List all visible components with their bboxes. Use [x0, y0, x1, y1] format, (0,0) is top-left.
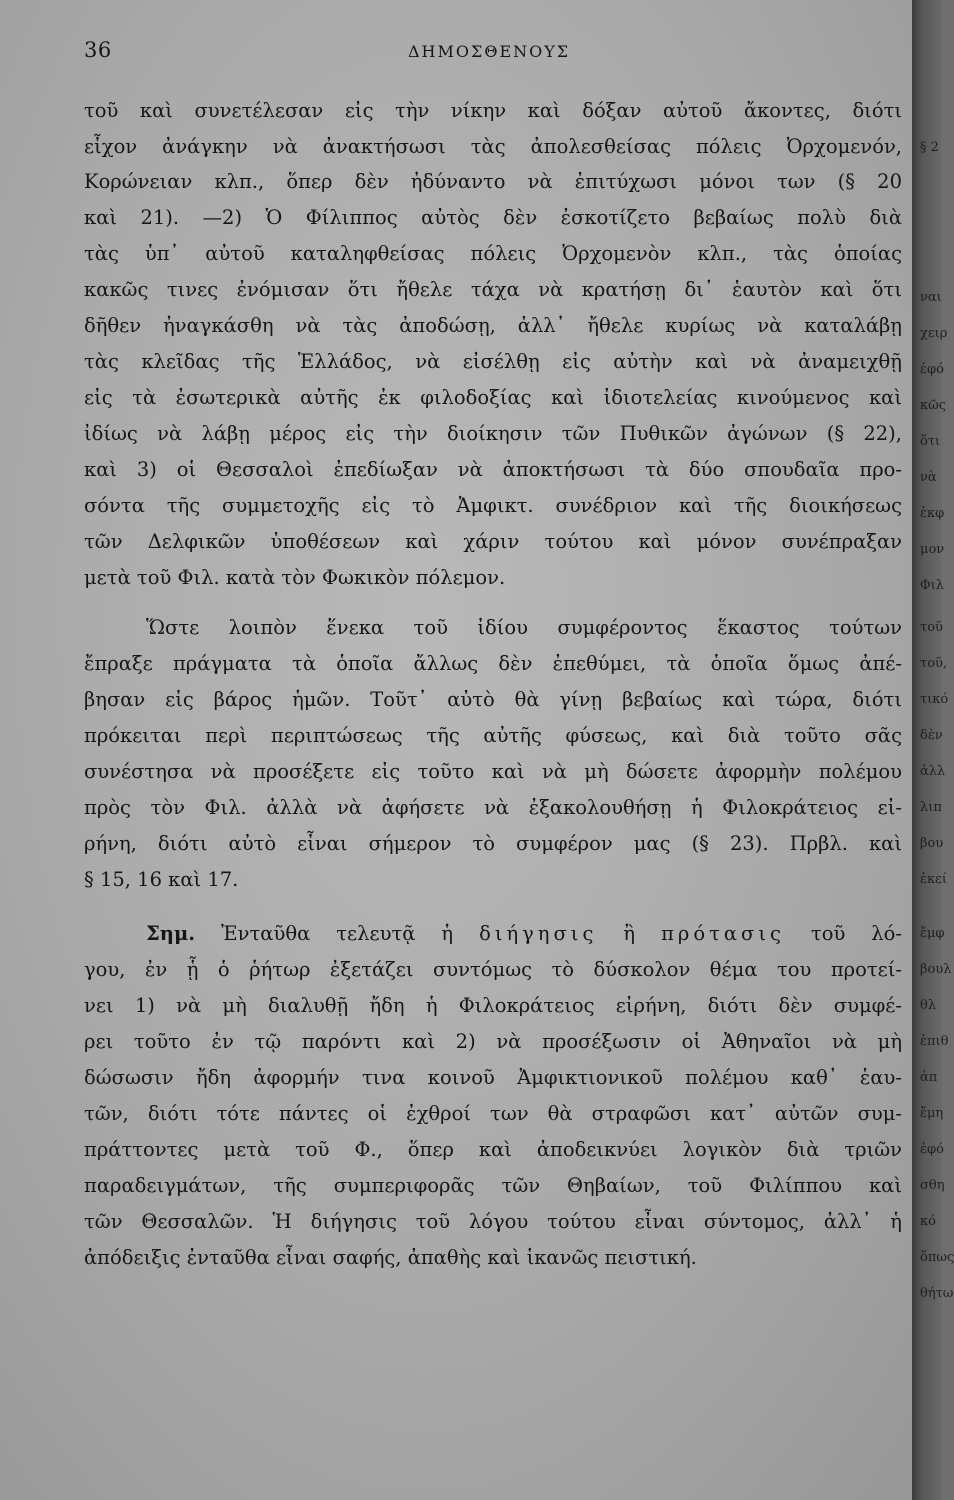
text-line: μετὰ τοῦ Φιλ. κατὰ τὸν Φωκικὸν πόλεμον. [84, 566, 506, 589]
facing-page-fragment: τοῦ, [920, 656, 948, 671]
text-line: τὰς κλεῖδας τῆς Ἑλλάδος, νὰ εἰσέλθῃ εἰς αὐτὴν καὶ νὰ ἀναμειχθῇ [84, 350, 902, 373]
facing-page-fragment: ἐκεί [920, 872, 947, 887]
page-binding-edge [912, 0, 945, 1500]
text-line: τοῦ καὶ συνετέλεσαν εἰς τὴν νίκην καὶ δόξαν αὐτοῦ ἄκοντες, διότι [84, 99, 902, 122]
text-line: δῆθεν ἠναγκάσθη νὰ τὰς ἀποδώσῃ, ἀλλ᾽ ἤθελε κυρίως νὰ καταλάβῃ [84, 314, 902, 337]
text-line: τῶν Δελφικῶν ὑποθέσεων καὶ χάριν τούτου καὶ μόνον συνέπραξαν [84, 530, 902, 553]
facing-page-fragment: θλ [920, 998, 937, 1013]
note-first-line [146, 919, 902, 949]
facing-page-fragment: λιπ [920, 800, 942, 815]
facing-page-fragment: ἔμη [920, 1106, 944, 1121]
facing-page-fragment: νὰ [920, 470, 937, 485]
note-term: πρότασις [661, 922, 785, 945]
facing-page-fragment: κῶς [920, 398, 947, 413]
facing-page-fragment: ἐκφ [920, 506, 945, 521]
note-line: νει 1) νὰ μὴ διαλυθῇ ἤδη ἡ Φιλοκράτειος εἰρήνη, διότι δὲν συμφέ- [84, 994, 902, 1017]
facing-page-fragment: ὅτι [920, 434, 941, 449]
note-label: Σημ. [146, 922, 196, 945]
text-line: πρὸς τὸν Φιλ. ἀλλὰ νὰ ἀφήσετε νὰ ἐξακολουθήσῃ ἡ Φιλοκράτειος εἰ- [84, 796, 902, 819]
note-line: ρει τοῦτο ἐν τῷ παρόντι καὶ 2) νὰ προσέξωσιν οἱ Ἀθηναῖοι νὰ μὴ [84, 1030, 902, 1053]
facing-page-fragment: τοῦ [920, 620, 943, 635]
note-line: τῶν Θεσσαλῶν. Ἡ διήγησις τοῦ λόγου τούτου εἶναι σύντομος, ἀλλ᾽ ἡ [84, 1210, 902, 1233]
note-text: Ἐνταῦθα τελευτᾷ ἡ [221, 922, 454, 945]
text-line: Ὥστε λοιπὸν ἕνεκα τοῦ ἰδίου συμφέροντος ἕκαστος τούτων [146, 616, 902, 639]
facing-page-fragment: βου [920, 836, 944, 851]
facing-page-fragment: θήτω [920, 1286, 954, 1301]
facing-page-fragment: χειρ [920, 326, 948, 341]
facing-page-fragment: Φιλ [920, 578, 944, 593]
text-line: ἔπραξε πράγματα τὰ ὁποῖα ἄλλως δὲν ἐπεθύμει, τὰ ὁποῖα ὅμως ἀπέ- [84, 652, 902, 675]
running-head: ΔΗΜΟΣΘΕΝΟΥΣ [408, 42, 571, 61]
text-line: ἰδίως νὰ λάβῃ μέρος εἰς τὴν διοίκησιν τῶν Πυθικῶν ἀγώνων (§ 22), [84, 422, 902, 445]
note-line: δώσωσιν ἤδη ἀφορμήν τινα κοινοῦ Ἀμφικτιονικοῦ πολέμου καθ᾽ ἑαυ- [84, 1066, 902, 1089]
facing-page-fragment: ἐφό [920, 1142, 944, 1157]
facing-page-fragment: ἀπ [920, 1070, 938, 1085]
facing-page-fragment: τικό [920, 692, 949, 707]
note-line: πράττοντες μετὰ τοῦ Φ., ὅπερ καὶ ἀποδεικνύει λογικὸν διὰ τριῶν [84, 1138, 902, 1161]
facing-page-fragment: ἐπιθ [920, 1034, 949, 1049]
facing-page-fragment: ἐφό [920, 362, 944, 377]
note-term: διήγησις [479, 922, 598, 945]
note-text: ἢ [623, 922, 636, 945]
text-line: συνέστησα νὰ προσέξετε εἰς τοῦτο καὶ νὰ μὴ δώσετε ἀφορμὴν πολέμου [84, 760, 902, 783]
facing-page-fragment: σθη [920, 1178, 945, 1193]
facing-page-fragment: δὲν [920, 728, 943, 743]
facing-page-fragment: ἀλλ [920, 764, 946, 779]
text-line: τὰς ὑπ᾽ αὐτοῦ καταληφθείσας πόλεις Ὀρχομενὸν κλπ., τὰς ὁποίας [84, 242, 902, 265]
note-line: τῶν, διότι τότε πάντες οἱ ἐχθροί των θὰ στραφῶσι κατ᾽ αὐτῶν συμ- [84, 1102, 902, 1125]
page-number: 36 [84, 38, 112, 62]
text-line: καὶ 21). —2) Ὁ Φίλιππος αὐτὸς δὲν ἐσκοτίζετο βεβαίως πολὺ διὰ [84, 206, 902, 229]
note-text: τοῦ λό- [810, 922, 902, 945]
note-line: παραδειγμάτων, τῆς συμπεριφορᾶς τῶν Θηβαίων, τοῦ Φιλίππου καὶ [84, 1174, 902, 1197]
facing-page-fragment: ἔμφ [920, 926, 945, 941]
facing-page-fragment: ὅπως [920, 1250, 954, 1265]
text-line: σόντα τῆς συμμετοχῆς εἰς τὸ Ἀμφικτ. συνέδριον καὶ τῆς διοικήσεως [84, 494, 902, 517]
text-line: εἶχον ἀνάγκην νὰ ἀνακτήσωσι τὰς ἀπολεσθείσας πόλεις Ὀρχομενόν, [84, 135, 902, 158]
text-line: βησαν εἰς βάρος ἡμῶν. Τοῦτ᾽ αὐτὸ θὰ γίνῃ βεβαίως καὶ τώρα, διότι [84, 688, 902, 711]
text-line: § 15, 16 καὶ 17. [84, 868, 239, 891]
note-line: γου, ἐν ᾗ ὁ ῥήτωρ ἐξετάζει συντόμως τὸ δύσκολον θέμα του προτεί- [84, 958, 902, 981]
facing-page-fragment: κό [920, 1214, 936, 1229]
note-line: ἀπόδειξις ἐνταῦθα εἶναι σαφής, ἀπαθὴς καὶ ἱκανῶς πειστική. [84, 1246, 697, 1269]
text-line: κακῶς τινες ἐνόμισαν ὅτι ἤθελε τάχα νὰ κρατήσῃ δι᾽ ἑαυτὸν καὶ ὅτι [84, 278, 902, 301]
text-line: πρόκειται περὶ περιπτώσεως τῆς αὐτῆς φύσεως, καὶ διὰ τοῦτο σᾶς [84, 724, 902, 747]
facing-page-fragment: § 2 [920, 140, 939, 155]
text-line: καὶ 3) οἱ Θεσσαλοὶ ἐπεδίωξαν νὰ ἀποκτήσωσι τὰ δύο σπουδαῖα προ- [84, 458, 902, 481]
facing-page-fragment: μον [920, 542, 945, 557]
text-line: εἰς τὰ ἐσωτερικὰ αὐτῆς ἐκ φιλοδοξίας καὶ ἰδιοτελείας κινούμενος καὶ [84, 386, 902, 409]
facing-page-fragment: βουλ [920, 962, 952, 977]
text-line: Κορώνειαν κλπ., ὅπερ δὲν ἠδύναντο νὰ ἐπιτύχωσι μόνοι των (§ 20 [84, 170, 902, 193]
facing-page-fragment: ναι [920, 290, 942, 305]
text-line: ρήνη, διότι αὐτὸ εἶναι σήμερον τὸ συμφέρον μας (§ 23). Πρβλ. καὶ [84, 832, 902, 855]
